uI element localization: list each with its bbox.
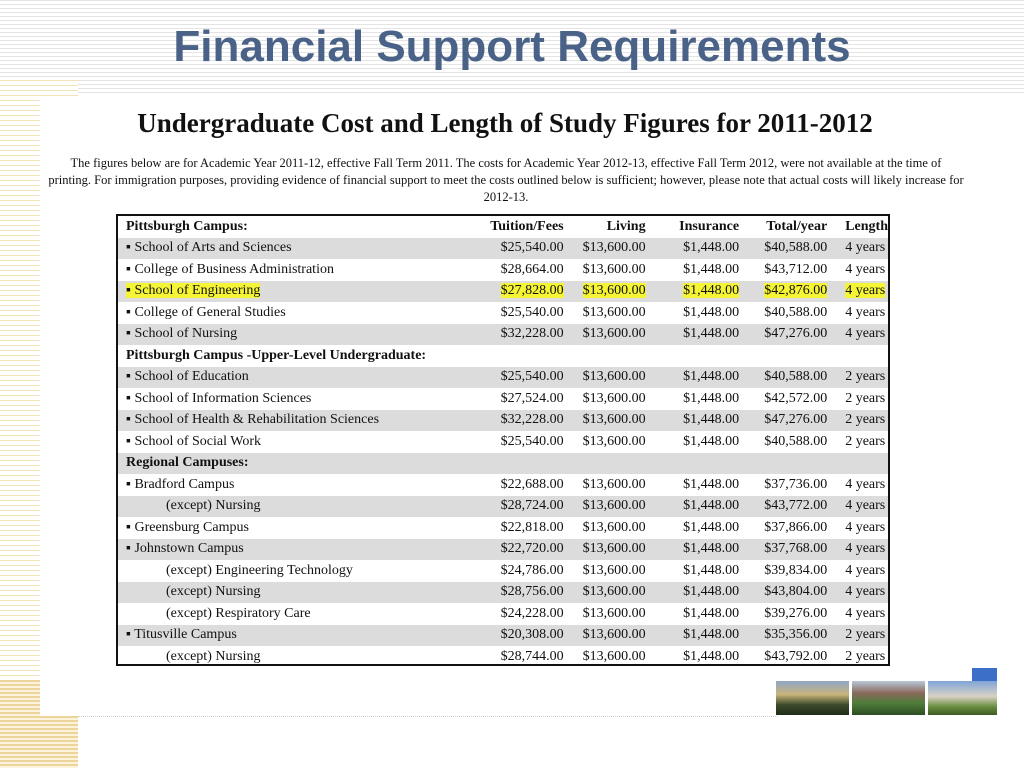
cell-length-text: 4 years	[845, 498, 886, 514]
cell-name-text: ▪ School of Engineering	[126, 283, 261, 299]
cell-total-text: $37,768.00	[764, 541, 828, 557]
table-row	[118, 324, 888, 346]
cell-tuition	[476, 539, 570, 561]
cell-living	[570, 367, 652, 389]
cell-total	[745, 560, 833, 582]
cell-name-text: (except) Nursing	[166, 584, 261, 600]
cell-tuition-text: $27,828.00	[500, 283, 564, 299]
cell-insurance-text: $1,448.00	[683, 433, 740, 449]
cell-living-text: $13,600.00	[582, 326, 646, 342]
cell-tuition	[476, 603, 570, 625]
header-living: Living	[606, 218, 646, 234]
campus-photo-2	[852, 681, 925, 715]
cell-insurance-text: $1,448.00	[683, 283, 740, 299]
cell-name	[118, 281, 476, 303]
cell-length-text: 2 years	[845, 412, 886, 428]
cell-tuition-text: $20,308.00	[500, 627, 564, 643]
cell-name-text: ▪ Titusville Campus	[126, 627, 237, 643]
cell-name	[118, 496, 476, 518]
cell-length-text: 4 years	[845, 304, 886, 320]
cell-total-text: $43,792.00	[764, 648, 828, 664]
cell-living	[570, 517, 652, 539]
table-row	[118, 431, 888, 453]
cell-living-text: $13,600.00	[582, 562, 646, 578]
cost-table	[116, 214, 890, 666]
cell-total	[745, 582, 833, 604]
cell-living	[570, 496, 652, 518]
cell-length-text: 2 years	[845, 390, 886, 406]
cell-name-text: ▪ Greensburg Campus	[126, 519, 249, 535]
cell-insurance-text: $1,448.00	[683, 519, 740, 535]
cell-insurance-text: $1,448.00	[683, 369, 740, 385]
cell-tuition-text: $25,540.00	[500, 369, 564, 385]
cell-tuition	[476, 324, 570, 346]
cell-name-text: ▪ School of Health & Rehabilitation Sciences	[126, 412, 380, 428]
cell-tuition	[476, 410, 570, 432]
cell-length	[833, 474, 888, 496]
cell-living	[570, 238, 652, 260]
cell-living-text: $13,600.00	[582, 519, 646, 535]
cell-total	[745, 281, 833, 303]
cell-insurance	[652, 496, 745, 518]
cell-name	[118, 259, 476, 281]
cell-length-text: 4 years	[845, 326, 886, 342]
cell-length-text: 4 years	[845, 562, 886, 578]
cell-tuition-text: $28,724.00	[500, 498, 564, 514]
cell-living	[570, 582, 652, 604]
cell-name-text: ▪ School of Arts and Sciences	[126, 240, 292, 256]
cell-living-text: $13,600.00	[582, 240, 646, 256]
table-row	[118, 496, 888, 518]
cell-insurance-text: $1,448.00	[683, 562, 740, 578]
table-row	[118, 259, 888, 281]
cell-living	[570, 259, 652, 281]
cell-living	[570, 431, 652, 453]
cell-name-text: ▪ Bradford Campus	[126, 476, 235, 492]
cell-living	[570, 281, 652, 303]
table-row	[118, 539, 888, 561]
cell-insurance-text: $1,448.00	[683, 648, 740, 664]
cell-insurance	[652, 646, 745, 668]
cell-insurance-text: $1,448.00	[683, 627, 740, 643]
cell-living-text: $13,600.00	[582, 541, 646, 557]
section-label: Regional Campuses:	[118, 453, 888, 475]
campus-photo-1	[776, 681, 849, 715]
cell-tuition	[476, 388, 570, 410]
section-label: Pittsburgh Campus -Upper-Level Undergraduate:	[126, 347, 427, 363]
cell-length	[833, 302, 888, 324]
cell-insurance-text: $1,448.00	[683, 261, 740, 277]
document-subtitle: Undergraduate Cost and Length of Study Figures for 2011-2012	[137, 108, 873, 138]
cell-tuition-text: $24,228.00	[500, 605, 564, 621]
cell-name	[118, 517, 476, 539]
cell-total-text: $43,712.00	[764, 261, 828, 277]
cell-insurance	[652, 238, 745, 260]
cell-length-text: 2 years	[845, 627, 886, 643]
cell-length	[833, 238, 888, 260]
cell-length	[833, 603, 888, 625]
cell-living-text: $13,600.00	[582, 476, 646, 492]
cell-insurance	[652, 388, 745, 410]
table-row	[118, 603, 888, 625]
cell-name	[118, 625, 476, 647]
cell-tuition	[476, 259, 570, 281]
cell-name-text: ▪ School of Nursing	[126, 326, 238, 342]
table-row	[118, 646, 888, 668]
cell-name-text: ▪ School of Social Work	[126, 433, 262, 449]
cell-tuition	[476, 474, 570, 496]
cell-living	[570, 603, 652, 625]
cell-tuition	[476, 517, 570, 539]
header-insurance: Insurance	[679, 218, 740, 234]
table-row	[118, 367, 888, 389]
cell-length	[833, 496, 888, 518]
cell-total-text: $43,804.00	[764, 584, 828, 600]
cell-living-text: $13,600.00	[582, 261, 646, 277]
cell-living-text: $13,600.00	[582, 369, 646, 385]
cell-insurance-text: $1,448.00	[683, 326, 740, 342]
table-row	[118, 302, 888, 324]
cell-name-text: ▪ School of Education	[126, 369, 249, 385]
cell-tuition	[476, 496, 570, 518]
cell-total	[745, 410, 833, 432]
cell-total-text: $43,772.00	[764, 498, 828, 514]
cell-length-text: 2 years	[845, 369, 886, 385]
header-tuition: Tuition/Fees	[490, 218, 564, 234]
campus-photo-3	[928, 681, 997, 715]
cell-tuition	[476, 367, 570, 389]
cell-living-text: $13,600.00	[582, 605, 646, 621]
cell-tuition-text: $25,540.00	[500, 240, 564, 256]
cell-tuition	[476, 582, 570, 604]
cell-tuition-text: $27,524.00	[500, 390, 564, 406]
cell-living	[570, 302, 652, 324]
cell-name-text: ▪ Johnstown Campus	[126, 541, 244, 557]
table-row	[118, 582, 888, 604]
cell-total	[745, 646, 833, 668]
cell-name	[118, 431, 476, 453]
cell-total-text: $39,834.00	[764, 562, 828, 578]
cell-living	[570, 324, 652, 346]
cell-living	[570, 539, 652, 561]
cell-tuition	[476, 646, 570, 668]
cell-living-text: $13,600.00	[582, 498, 646, 514]
cell-length	[833, 410, 888, 432]
cell-length	[833, 646, 888, 668]
cell-living	[570, 625, 652, 647]
cell-total	[745, 474, 833, 496]
cell-total	[745, 388, 833, 410]
cell-living-text: $13,600.00	[582, 390, 646, 406]
cell-living	[570, 560, 652, 582]
cost-table-grid	[118, 216, 888, 668]
table-row	[118, 281, 888, 303]
cell-insurance-text: $1,448.00	[683, 541, 740, 557]
cell-name	[118, 560, 476, 582]
cell-living	[570, 410, 652, 432]
cell-total-text: $40,588.00	[764, 304, 828, 320]
cell-insurance-text: $1,448.00	[683, 476, 740, 492]
cell-name-text: ▪ College of General Studies	[126, 304, 286, 320]
cell-tuition	[476, 281, 570, 303]
cell-name	[118, 324, 476, 346]
cell-insurance-text: $1,448.00	[683, 412, 740, 428]
table-row	[118, 560, 888, 582]
cell-total-text: $42,572.00	[764, 390, 828, 406]
cell-insurance	[652, 324, 745, 346]
cell-insurance	[652, 603, 745, 625]
cell-tuition-text: $22,688.00	[500, 476, 564, 492]
footer-divider	[78, 716, 778, 717]
header-total: Total/year	[766, 218, 828, 234]
cell-length	[833, 582, 888, 604]
cell-total-text: $47,276.00	[764, 412, 828, 428]
cell-total-text: $37,866.00	[764, 519, 828, 535]
cell-insurance	[652, 431, 745, 453]
cell-name-text: ▪ College of Business Administration	[126, 261, 334, 277]
cell-insurance	[652, 302, 745, 324]
cell-insurance-text: $1,448.00	[683, 390, 740, 406]
cell-length	[833, 431, 888, 453]
cell-living-text: $13,600.00	[582, 412, 646, 428]
cell-name	[118, 646, 476, 668]
cell-total	[745, 496, 833, 518]
cell-insurance-text: $1,448.00	[683, 584, 740, 600]
cell-name	[118, 410, 476, 432]
cell-length-text: 4 years	[845, 261, 886, 277]
section-header-row	[118, 345, 888, 367]
cell-tuition-text: $28,756.00	[500, 584, 564, 600]
cell-tuition	[476, 560, 570, 582]
cell-living-text: $13,600.00	[582, 433, 646, 449]
cell-length	[833, 388, 888, 410]
cell-insurance	[652, 281, 745, 303]
cell-length-text: 4 years	[845, 605, 886, 621]
cell-tuition-text: $32,228.00	[500, 412, 564, 428]
cell-insurance	[652, 474, 745, 496]
cell-tuition-text: $25,540.00	[500, 433, 564, 449]
cell-length	[833, 539, 888, 561]
cell-total	[745, 431, 833, 453]
cell-total-text: $47,276.00	[764, 326, 828, 342]
cell-name-text: (except) Respiratory Care	[166, 605, 311, 621]
cell-total	[745, 302, 833, 324]
cell-length	[833, 281, 888, 303]
cell-insurance-text: $1,448.00	[683, 240, 740, 256]
cell-living	[570, 474, 652, 496]
cell-living-text: $13,600.00	[582, 283, 646, 299]
cell-living-text: $13,600.00	[582, 648, 646, 664]
cell-insurance	[652, 560, 745, 582]
cell-total	[745, 259, 833, 281]
cell-length-text: 4 years	[845, 476, 886, 492]
cell-tuition	[476, 302, 570, 324]
cell-total-text: $40,588.00	[764, 240, 828, 256]
cell-length-text: 2 years	[845, 433, 886, 449]
header-campus: Pittsburgh Campus:	[126, 218, 248, 234]
table-row	[118, 474, 888, 496]
cell-insurance	[652, 367, 745, 389]
cell-tuition	[476, 238, 570, 260]
cell-tuition-text: $28,744.00	[500, 648, 564, 664]
cell-name-text: (except) Nursing	[166, 648, 261, 664]
cell-total-text: $42,876.00	[764, 283, 828, 299]
cell-tuition-text: $28,664.00	[500, 261, 564, 277]
cell-length-text: 4 years	[845, 240, 886, 256]
cell-tuition	[476, 625, 570, 647]
cell-name	[118, 474, 476, 496]
table-row	[118, 517, 888, 539]
cell-total	[745, 367, 833, 389]
cell-total-text: $35,356.00	[764, 627, 828, 643]
cell-name	[118, 539, 476, 561]
cell-tuition-text: $24,786.00	[500, 562, 564, 578]
cell-total-text: $40,588.00	[764, 433, 828, 449]
cell-length	[833, 259, 888, 281]
cell-total	[745, 324, 833, 346]
cell-length-text: 4 years	[845, 584, 886, 600]
cell-length-text: 4 years	[845, 519, 886, 535]
cell-total	[745, 517, 833, 539]
cell-length-text: 4 years	[845, 541, 886, 557]
table-row	[118, 238, 888, 260]
cell-length-text: 4 years	[845, 283, 886, 299]
cell-name	[118, 367, 476, 389]
table-row	[118, 388, 888, 410]
intro-paragraph: The figures below are for Academic Year 2011-12, effective Fall Term 2011. The costs for Academic Year 2012-13, effective Fall Term 2012, were not available at the time of printing. For immigration purposes, providing evidence of financial support to meet the costs outlined below is sufficient; however, please note that actual costs will likely increase for 2012-13.	[48, 156, 964, 204]
section-header-row	[118, 453, 888, 475]
cell-insurance-text: $1,448.00	[683, 605, 740, 621]
table-row	[118, 410, 888, 432]
cell-name	[118, 582, 476, 604]
cell-total-text: $39,276.00	[764, 605, 828, 621]
cell-insurance-text: $1,448.00	[683, 304, 740, 320]
cell-length	[833, 324, 888, 346]
cell-insurance-text: $1,448.00	[683, 498, 740, 514]
cell-insurance	[652, 259, 745, 281]
cell-name	[118, 302, 476, 324]
cell-length	[833, 517, 888, 539]
cell-insurance	[652, 582, 745, 604]
cell-length	[833, 560, 888, 582]
cell-total-text: $37,736.00	[764, 476, 828, 492]
cell-total	[745, 238, 833, 260]
slide-title: Financial Support Requirements	[173, 22, 851, 71]
cell-name	[118, 238, 476, 260]
cell-tuition-text: $22,720.00	[500, 541, 564, 557]
table-header-row	[118, 216, 888, 238]
cell-tuition	[476, 431, 570, 453]
cell-tuition-text: $22,818.00	[500, 519, 564, 535]
table-row	[118, 625, 888, 647]
cell-living-text: $13,600.00	[582, 627, 646, 643]
cell-name	[118, 603, 476, 625]
cell-insurance	[652, 539, 745, 561]
cell-name-text: (except) Engineering Technology	[166, 562, 353, 578]
cell-length-text: 2 years	[845, 648, 886, 664]
cell-total	[745, 625, 833, 647]
cell-length	[833, 625, 888, 647]
cell-living	[570, 646, 652, 668]
cell-tuition-text: $32,228.00	[500, 326, 564, 342]
cell-name-text: (except) Nursing	[166, 498, 261, 514]
cell-insurance	[652, 625, 745, 647]
cell-total	[745, 603, 833, 625]
cell-tuition-text: $25,540.00	[500, 304, 564, 320]
cell-name	[118, 388, 476, 410]
cell-length	[833, 367, 888, 389]
cell-total	[745, 539, 833, 561]
cell-insurance	[652, 410, 745, 432]
cell-living-text: $13,600.00	[582, 304, 646, 320]
header-length: Length	[845, 218, 888, 234]
cell-living-text: $13,600.00	[582, 584, 646, 600]
cell-living	[570, 388, 652, 410]
cell-name-text: ▪ School of Information Sciences	[126, 390, 312, 406]
cell-insurance	[652, 517, 745, 539]
cell-total-text: $40,588.00	[764, 369, 828, 385]
